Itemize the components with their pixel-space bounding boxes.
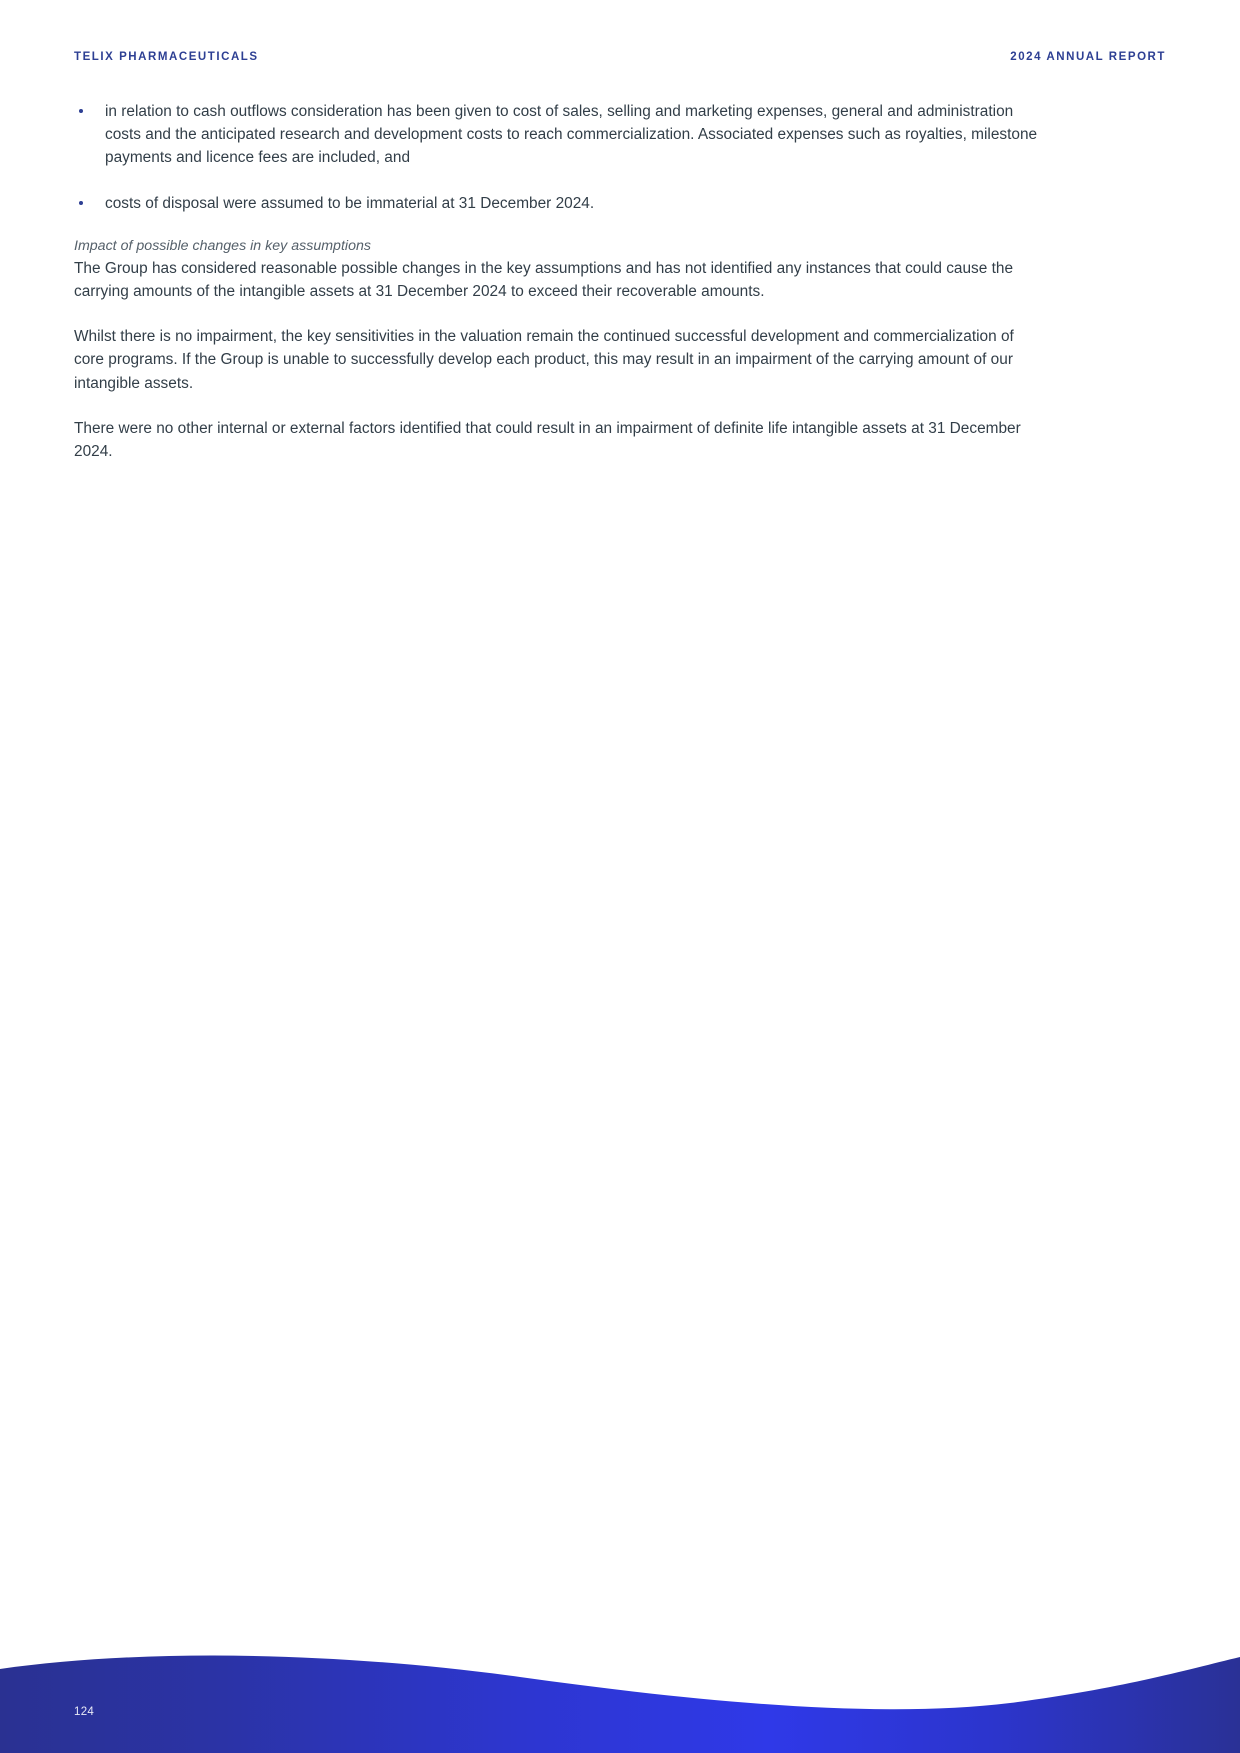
bullet-dot-icon xyxy=(79,109,83,113)
list-item-text: costs of disposal were assumed to be immaterial at 31 December 2024. xyxy=(105,194,595,212)
running-head-left: TELIX PHARMACEUTICALS xyxy=(74,51,259,63)
section-subheading: Impact of possible changes in key assumptions xyxy=(74,237,371,254)
running-head-right: 2024 ANNUAL REPORT xyxy=(1010,51,1166,63)
bullet-dot-icon xyxy=(79,201,83,205)
list-item xyxy=(74,192,1038,215)
page-number: 124 xyxy=(74,1706,95,1718)
footer-wave-graphic xyxy=(0,1633,1240,1753)
page-content xyxy=(74,100,1038,463)
running-head xyxy=(74,46,1166,68)
paragraph-no-other-factors: There were no other internal or external factors identified that could result in an impairment of definite life intangible assets at 31 December 2024. xyxy=(74,419,1021,461)
paragraph-reasonable-changes: The Group has considered reasonable possible changes in the key assumptions and has not identified any instances that could cause the carrying amounts of the intangible assets at 31 December 2024 to exceed their recoverable amounts. xyxy=(74,259,1014,301)
list-item-text: in relation to cash outflows consideration has been given to cost of sales, selling and marketing expenses, general and administration costs and the anticipated research and development costs to reach commercialization. Associated expenses such as royalties, milestone payments and licence fees are included, and xyxy=(105,103,1038,167)
paragraph-key-sensitivities: Whilst there is no impairment, the key sensitivities in the valuation remain the continued successful development and commercialization of core programs. If the Group is unable to successfully develop each product, this may result in an impairment of the carrying amount of our intangible assets. xyxy=(74,328,1014,392)
list-item xyxy=(74,100,1038,170)
assumptions-bullet-list xyxy=(74,100,1038,215)
